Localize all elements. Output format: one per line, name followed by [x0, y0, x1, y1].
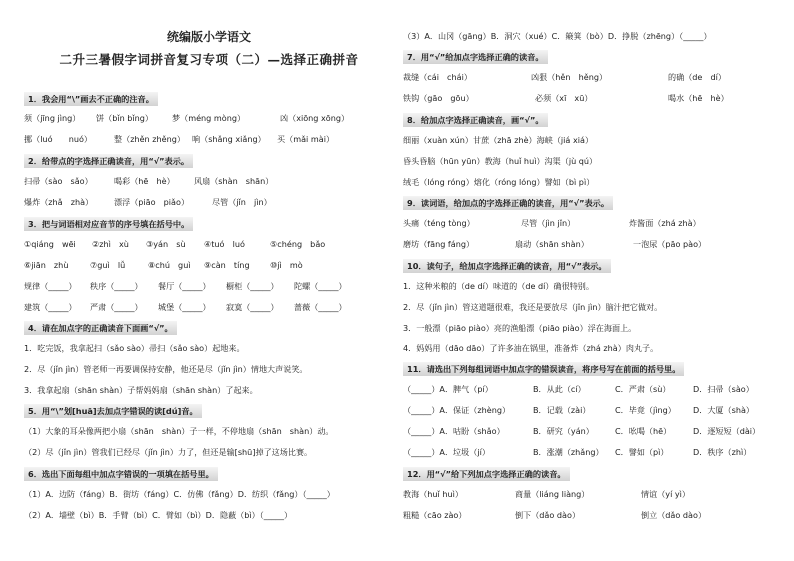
worksheet-main-title: 二升三暑假字词拼音复习专项（二）—选择正确拼音 — [59, 52, 359, 67]
item: 头痛（téng tòng） — [403, 218, 475, 228]
item: 挪（luó nuó） — [24, 134, 93, 144]
section-6-question-1: （1）A．边防（fáng）B．街坊（fáng）C．仿佛（fǎng）D．纺织（fǎng）（_____） — [24, 489, 335, 499]
section-8-row-3: 绒毛（lóng róng）熔化（róng lóng）譬如（bì pì） — [403, 177, 595, 187]
section-11-row-1 — [403, 383, 775, 396]
item: 凶（xiōng xōng） — [280, 113, 350, 123]
item: 倒下（dǎo dào） — [515, 510, 581, 520]
section-8-row-2: 昏头昏脑（hūn yūn）教海（huǐ huì）沟渠（jù qú） — [403, 156, 598, 166]
item: 饼（bǐn bǐng） — [96, 113, 154, 123]
item: 整（zhěn zhěng） — [114, 134, 185, 144]
item: 城堡（_____） — [158, 302, 211, 312]
item: 粗糙（cāo zào） — [403, 510, 467, 520]
item: （_____）A．脾气（pí） — [403, 384, 493, 394]
section-3-title: 3．把与词语相对应音节的序号填在括号中。 — [24, 217, 193, 231]
item: 餐厅（_____） — [158, 281, 211, 291]
item: 严肃（_____） — [90, 302, 143, 312]
item: 尽管（jìn jǐn） — [521, 218, 576, 228]
section-10-sentence-4: 4．妈妈用（dāo dāo）了许多油在锅里，准备炸（zhá zhà）肉丸子。 — [403, 343, 659, 353]
item: B．研究（yán） — [533, 426, 594, 436]
item: 陀螺（_____） — [294, 281, 347, 291]
section-1-title: 1．我会用“\”画去不正确的注音。 — [24, 92, 158, 106]
item: 喝彩（hē hè） — [114, 176, 175, 186]
section-2-row-1 — [24, 175, 394, 188]
item: B．从此（cí） — [533, 384, 586, 394]
item: 磨坊（fāng fáng） — [403, 239, 475, 249]
item: ④tuó luó — [204, 239, 245, 249]
item: 漂浮（piāo piǎo） — [114, 197, 190, 207]
section-10-sentence-2: 2．尽（jǐn jìn）管这道题很难，我还是要放尽（jǐn jìn）脑汁把它做对。 — [403, 302, 663, 312]
item: ⑥jiān zhù — [24, 260, 69, 270]
item: 喝水（hē hè） — [668, 93, 729, 103]
section-9-title: 9．读词语，给加点的字选择正确的读音，用“√”表示。 — [403, 196, 613, 210]
section-9-row-1 — [403, 217, 775, 230]
section-12-row-2 — [403, 509, 775, 522]
section-7-row-2 — [403, 92, 775, 105]
section-3-pinyin-row-1 — [24, 238, 394, 251]
section-11-row-3 — [403, 425, 775, 438]
section-4-title: 4．请在加点字的正确读音下面画“√”。 — [24, 321, 177, 335]
item: D．大厦（shà） — [693, 405, 755, 415]
section-5-sentence-2: （2）尽（jǐn jìn）管我们已经尽（jǐn jìn）力了，但还是输[shū]掉了这场比赛。 — [24, 447, 313, 457]
section-8-title: 8．给加点字选择正确读音，画“√”。 — [403, 113, 548, 127]
section-1-row-2 — [24, 133, 394, 146]
item: 扇动（shān shàn） — [515, 239, 589, 249]
item: 风扇（shàn shān） — [194, 176, 274, 186]
section-4-sentence-1: 1．吃完饭，我拿起扫（sǎo sào）帚扫（sǎo sào）起地来。 — [24, 343, 245, 353]
item: ⑨càn tíng — [204, 260, 250, 270]
section-4-sentence-2: 2．尽（jǐn jìn）管老师一再要调保持安静，他还是尽（jǐn jìn）情地大声说笑。 — [24, 364, 308, 374]
section-5-sentence-1: （1）大象的耳朵像两把小扇（shān shàn）子一样，不停地扇（shān shàn）动。 — [24, 426, 334, 436]
section-7-title: 7．用“√”给加点字选择正确的读音。 — [403, 50, 548, 64]
section-6-question-2: （2）A．墙壁（bì）B．手臂（bì）C．臂如（bì）D．隐蔽（bì）（_____） — [24, 510, 293, 520]
item: 炸酱面（zhá zhà） — [629, 218, 701, 228]
item: C．严肃（sù） — [615, 384, 671, 394]
item: 买（mǎi mài） — [277, 134, 335, 144]
item: C．毕竟（jìng） — [615, 405, 676, 415]
section-12-row-1 — [403, 488, 775, 501]
item: ⑤chéng bǎo — [270, 239, 326, 249]
item: 裁缝（cái chái） — [403, 72, 472, 82]
section-9-row-2 — [403, 238, 775, 251]
item: 规律（_____） — [24, 281, 77, 291]
item: 教海（huǐ huì） — [403, 489, 463, 499]
item: （_____）A．咕盼（shǎo） — [403, 426, 505, 436]
item: ①qiáng wēi — [24, 239, 76, 249]
item: D．扫帚（sào） — [693, 384, 754, 394]
section-8-row-1: 细丽（xuàn xún）甘蔗（zhā zhè）海峡（jiá xiá） — [403, 135, 594, 145]
item: （_____）A．保证（zhèng） — [403, 405, 511, 415]
section-4-sentence-3: 3．我拿起扇（shān shàn）子帮妈妈扇（shān shàn）了起来。 — [24, 385, 258, 395]
section-3-pinyin-row-2 — [24, 259, 394, 272]
item: D．秩序（zhì） — [693, 447, 752, 457]
item: 一泡尿（pāo pào） — [633, 239, 707, 249]
item: 橱柜（_____） — [226, 281, 279, 291]
item: 商量（liáng liàng） — [515, 489, 590, 499]
section-2-title: 2．给带点的字选择正确读音，用“√”表示。 — [24, 154, 193, 168]
item: 梦（méng mòng） — [172, 113, 246, 123]
item: D．逐短短（dài） — [693, 426, 761, 436]
item: 的确（de dí） — [668, 72, 726, 82]
item: 倒立（dǎo dào） — [641, 510, 707, 520]
section-7-row-1 — [403, 71, 775, 84]
item: ③yán sù — [146, 239, 186, 249]
section-6-title: 6．选出下面每组中加点字错误的一项填在括号里。 — [24, 467, 218, 481]
section-12-title: 12．用“√”给下列加点字选择正确的读音。 — [403, 467, 570, 481]
item: 必须（xī xū） — [535, 93, 593, 103]
item: 建筑（_____） — [24, 302, 77, 312]
section-3-word-row-2 — [24, 301, 394, 314]
item: ⑧chú guì — [148, 260, 191, 270]
section-6-question-3: （3）A．山冈（gāng）B．洞穴（xué）C．簸箕（bò）D．挣脱（zhēng）（_____） — [403, 31, 712, 41]
item: （_____）A．垃圾（jí） — [403, 447, 490, 457]
section-10-sentence-3: 3．一般漂（piāo piào）亮的渔船漂（piāo piào）浮在海面上。 — [403, 323, 637, 333]
item: 铁钩（gāo gōu） — [403, 93, 474, 103]
item: C．譬如（pì） — [615, 447, 669, 457]
item: 寂寞（_____） — [226, 302, 279, 312]
item: ⑦guì lǚ — [90, 260, 126, 270]
item: 蔷薇（_____） — [294, 302, 347, 312]
section-5-title: 5．用“\”划[huā]去加点字错误的读[dú]音。 — [24, 404, 202, 418]
section-11-row-4 — [403, 446, 775, 459]
item: ②zhì xù — [92, 239, 129, 249]
item: B．记载（zài） — [533, 405, 591, 415]
item: 须（jīng jìng） — [24, 113, 81, 123]
item: C．吆喝（hē） — [615, 426, 672, 436]
section-11-row-2 — [403, 404, 775, 417]
item: 扫帚（sào sǎo） — [24, 176, 93, 186]
section-3-word-row-1 — [24, 280, 394, 293]
section-10-title: 10．读句子，给加点字选择正确的读音，用“√”表示。 — [403, 259, 611, 273]
section-1-row-1 — [24, 112, 394, 125]
item: 秩序（_____） — [90, 281, 143, 291]
worksheet-subject-title: 统编版小学语文 — [166, 30, 251, 44]
item: 情谊（yí yì） — [641, 489, 691, 499]
item: 响（shǎng xiǎng） — [192, 134, 266, 144]
section-10-sentence-1: 1．这种米粮的（de dí）味道的（de dí）确很特别。 — [403, 281, 594, 291]
item: 凶狠（hěn hěng） — [531, 72, 608, 82]
item: ⑩jì mò — [270, 260, 303, 270]
item: 尽管（jǐn jìn） — [212, 197, 272, 207]
section-2-row-2 — [24, 196, 394, 209]
item: B．涨潮（zhǎng） — [533, 447, 604, 457]
section-11-title: 11．请选出下列每组词语中加点字的错误读音，将序号写在前面的括号里。 — [403, 362, 684, 376]
item: 爆炸（zhǎ zhà） — [24, 197, 94, 207]
